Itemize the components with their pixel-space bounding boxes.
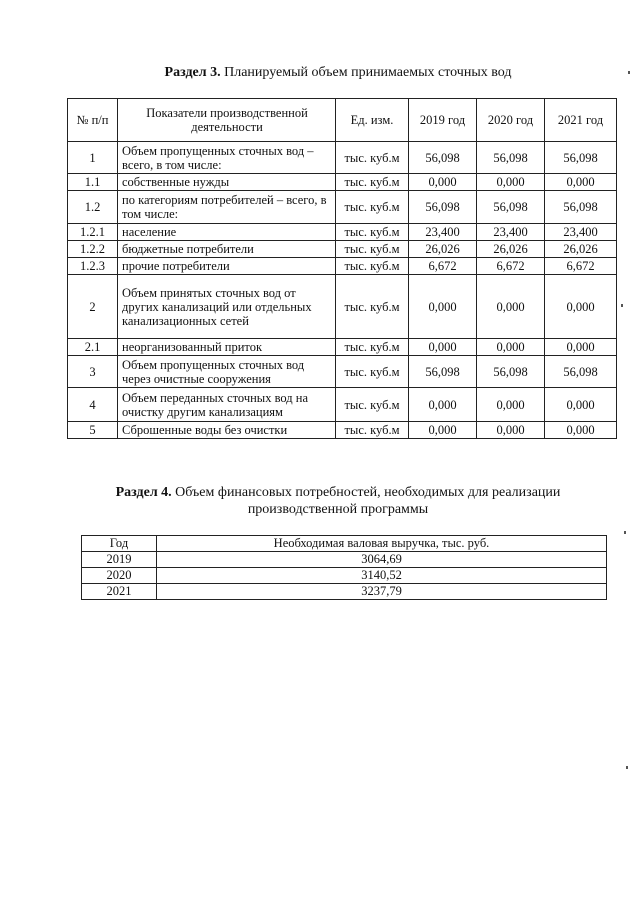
row-unit: тыс. куб.м — [336, 356, 409, 388]
row-unit: тыс. куб.м — [336, 241, 409, 258]
row-value-2020: 0,000 — [477, 422, 545, 439]
row-unit: тыс. куб.м — [336, 275, 409, 339]
row-value-2020: 56,098 — [477, 191, 545, 224]
row-year: 2019 — [82, 552, 157, 568]
table-row — [68, 191, 617, 224]
row-num: 4 — [68, 388, 118, 422]
row-value-2020: 6,672 — [477, 258, 545, 275]
row-value-2021: 0,000 — [545, 275, 617, 339]
row-value-2019: 6,672 — [409, 258, 477, 275]
row-value-2019: 56,098 — [409, 142, 477, 174]
col-header-unit: Ед. изм. — [336, 99, 409, 142]
row-num: 2.1 — [68, 339, 118, 356]
row-num: 1.1 — [68, 174, 118, 191]
row-value-2020: 56,098 — [477, 356, 545, 388]
row-indicator: собственные нужды — [118, 174, 336, 191]
section-4-table — [81, 535, 607, 600]
row-revenue: 3237,79 — [157, 584, 607, 600]
row-indicator: неорганизованный приток — [118, 339, 336, 356]
row-value-2020: 0,000 — [477, 388, 545, 422]
col-header-indicator: Показатели производственной деятельности — [118, 99, 336, 142]
row-value-2021: 0,000 — [545, 339, 617, 356]
row-year: 2020 — [82, 568, 157, 584]
row-value-2020: 26,026 — [477, 241, 545, 258]
table-row — [68, 241, 617, 258]
row-value-2021: 56,098 — [545, 356, 617, 388]
row-value-2021: 0,000 — [545, 422, 617, 439]
row-unit: тыс. куб.м — [336, 422, 409, 439]
row-indicator: Объем принятых сточных вод от других канализаций или отдельных канализационных сетей — [118, 275, 336, 339]
row-value-2021: 26,026 — [545, 241, 617, 258]
scan-speck — [624, 531, 626, 534]
section-3-label: Раздел 3. — [164, 65, 221, 80]
section-3-title: Планируемый объем принимаемых сточных вод — [224, 65, 512, 80]
table-row — [68, 422, 617, 439]
table-header-row — [68, 99, 617, 142]
row-unit: тыс. куб.м — [336, 142, 409, 174]
row-value-2021: 56,098 — [545, 142, 617, 174]
row-value-2019: 56,098 — [409, 356, 477, 388]
table-row — [82, 552, 607, 568]
col-header-2021: 2021 год — [545, 99, 617, 142]
row-indicator: Объем переданных сточных вод на очистку другим канализациям — [118, 388, 336, 422]
row-num: 1.2.3 — [68, 258, 118, 275]
table-row — [68, 142, 617, 174]
row-revenue: 3140,52 — [157, 568, 607, 584]
row-value-2021: 23,400 — [545, 224, 617, 241]
table-row — [82, 584, 607, 600]
row-indicator: население — [118, 224, 336, 241]
col-header-num: № п/п — [68, 99, 118, 142]
section-3-heading — [60, 64, 616, 81]
row-value-2021: 6,672 — [545, 258, 617, 275]
row-value-2020: 0,000 — [477, 275, 545, 339]
row-num: 2 — [68, 275, 118, 339]
row-indicator: Сброшенные воды без очистки — [118, 422, 336, 439]
row-value-2020: 23,400 — [477, 224, 545, 241]
row-unit: тыс. куб.м — [336, 191, 409, 224]
table-row — [68, 275, 617, 339]
row-value-2020: 0,000 — [477, 339, 545, 356]
row-value-2019: 0,000 — [409, 174, 477, 191]
row-unit: тыс. куб.м — [336, 339, 409, 356]
scan-speck — [621, 304, 623, 307]
row-num: 3 — [68, 356, 118, 388]
row-value-2019: 26,026 — [409, 241, 477, 258]
section-4-heading — [60, 484, 616, 518]
row-value-2019: 56,098 — [409, 191, 477, 224]
table-row — [82, 568, 607, 584]
section-3-table — [67, 98, 617, 439]
col-header-2020: 2020 год — [477, 99, 545, 142]
section-4-title-line-2: производственной программы — [247, 502, 429, 517]
row-unit: тыс. куб.м — [336, 258, 409, 275]
table-row — [68, 224, 617, 241]
row-value-2019: 23,400 — [409, 224, 477, 241]
row-indicator: по категориям потребителей – всего, в том числе: — [118, 191, 336, 224]
row-indicator: Объем пропущенных сточных вод – всего, в том числе: — [118, 142, 336, 174]
table-header-row — [82, 536, 607, 552]
table-row — [68, 356, 617, 388]
row-revenue: 3064,69 — [157, 552, 607, 568]
row-value-2019: 0,000 — [409, 388, 477, 422]
section-4-label: Раздел 4. — [115, 485, 172, 500]
row-year: 2021 — [82, 584, 157, 600]
row-indicator: бюджетные потребители — [118, 241, 336, 258]
col-header-revenue: Необходимая валовая выручка, тыс. руб. — [157, 536, 607, 552]
col-header-year: Год — [82, 536, 157, 552]
table-row — [68, 339, 617, 356]
scan-speck — [628, 71, 630, 74]
row-num: 1.2 — [68, 191, 118, 224]
row-value-2019: 0,000 — [409, 275, 477, 339]
row-value-2021: 0,000 — [545, 388, 617, 422]
row-value-2019: 0,000 — [409, 339, 477, 356]
row-indicator: прочие потребители — [118, 258, 336, 275]
row-num: 1.2.1 — [68, 224, 118, 241]
row-value-2020: 56,098 — [477, 142, 545, 174]
row-num: 5 — [68, 422, 118, 439]
scan-speck — [626, 766, 628, 769]
col-header-2019: 2019 год — [409, 99, 477, 142]
table-row — [68, 258, 617, 275]
row-unit: тыс. куб.м — [336, 174, 409, 191]
row-value-2021: 56,098 — [545, 191, 617, 224]
row-num: 1.2.2 — [68, 241, 118, 258]
section-4-title-line-1: Объем финансовых потребностей, необходимых для реализации — [175, 485, 561, 500]
table-row — [68, 174, 617, 191]
row-value-2019: 0,000 — [409, 422, 477, 439]
row-unit: тыс. куб.м — [336, 388, 409, 422]
row-value-2021: 0,000 — [545, 174, 617, 191]
row-indicator: Объем пропущенных сточных вод через очистные сооружения — [118, 356, 336, 388]
row-unit: тыс. куб.м — [336, 224, 409, 241]
row-value-2020: 0,000 — [477, 174, 545, 191]
table-row — [68, 388, 617, 422]
row-num: 1 — [68, 142, 118, 174]
